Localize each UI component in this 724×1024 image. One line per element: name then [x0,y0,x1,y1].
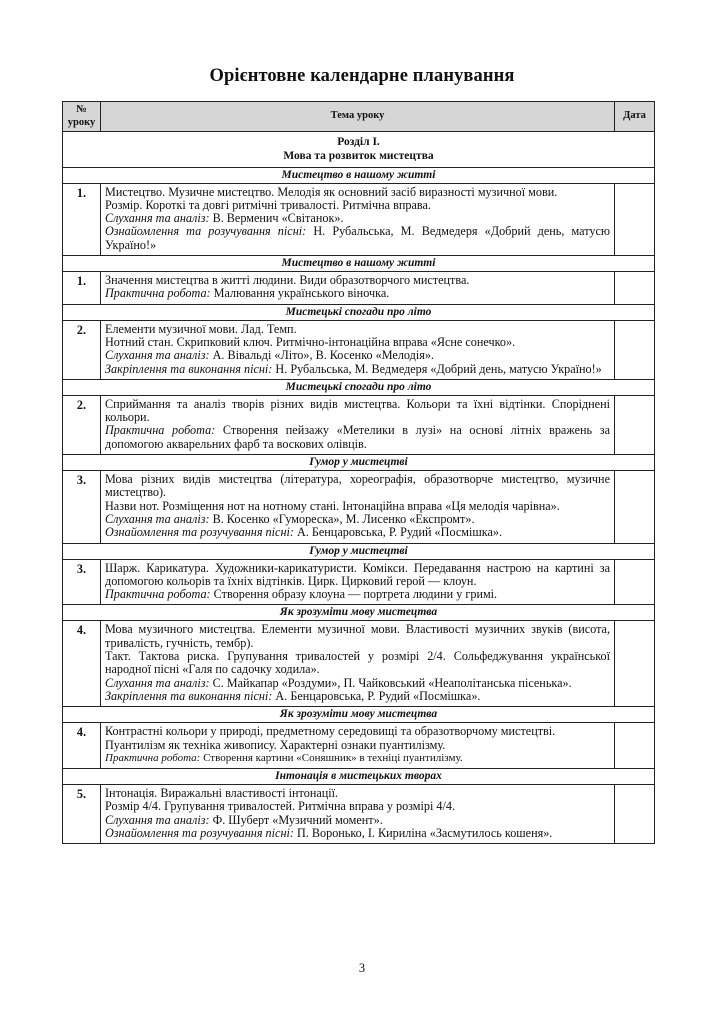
subsection-row [63,769,655,785]
subsection-title: Як зрозуміти мову мистецтва [63,605,655,621]
topic-line-text: Назви нот. Розміщення нот на нотному стані. Інтонаційна вправа «Ця мелодія чарівна». [105,498,560,513]
topic-line-label: Слухання та аналіз: [105,511,210,526]
lesson-date-cell [615,559,655,605]
table-body [63,132,655,844]
topic-line-text: Шарж. Карикатура. Художники-карикатуристи. Комікси. Передавання настрою на картині за допомогою кольорів та їхніх відтінків. Цирк. Цирковий герой — клоун. [105,560,610,588]
lesson-number: 1. [63,183,101,255]
topic-line [105,199,610,212]
topic-line-text: Такт. Тактова риска. Групування тривалостей у розмірі 2/4. Сольфеджування української народної пісні «Галя по садочку ходила». [105,649,610,677]
subsection-row [63,379,655,395]
lesson-row [63,272,655,305]
topic-line-label: Закріплення та виконання пісні: [105,688,273,703]
subsection-title: Мистецтво в нашому житті [63,256,655,272]
lesson-date-cell [615,471,655,543]
topic-line [105,323,610,336]
lesson-row [63,559,655,605]
lesson-date-cell [615,723,655,769]
lesson-row [63,320,655,379]
topic-line-label: Практична робота: [105,286,211,301]
lesson-topic [101,272,615,305]
topic-line [105,800,610,813]
subsection-title: Інтонація в мистецьких творах [63,769,655,785]
topic-line [105,690,610,703]
topic-line-text: А. Бенцаровська, Р. Рудий «Посмішка». [293,525,503,540]
lesson-number: 5. [63,785,101,844]
topic-line-text: Малювання українського віночка. [210,286,390,301]
topic-line [105,336,610,349]
topic-line [105,225,610,252]
topic-line [105,500,610,513]
topic-line-label: Практична робота: [105,423,216,438]
lesson-number: 1. [63,272,101,305]
lesson-date-cell [615,320,655,379]
subsection-row [63,304,655,320]
topic-line [105,473,610,500]
topic-line [105,787,610,800]
header-lesson-number: № уроку [63,102,101,132]
table-header-row [63,102,655,132]
lesson-date-cell [615,272,655,305]
topic-line [105,827,610,840]
topic-line-text: Мова різних видів мистецтва (література, хореографія, образотворче мистецтво, музичне мистецтво). [105,472,610,500]
subsection-row [63,707,655,723]
lesson-number: 3. [63,559,101,605]
lesson-topic [101,621,615,707]
topic-line-text: Пуантилізм як техніка живопису. Характерні ознаки пуантилізму. [105,737,446,752]
section-title [63,132,655,168]
topic-line-text: Створення образу клоуна — портрета людини у гримі. [210,587,498,602]
header-date: Дата [615,102,655,132]
topic-line [105,739,610,752]
subsection-title: Як зрозуміти мову мистецтва [63,707,655,723]
topic-line-text: Мова музичного мистецтва. Елементи музичної мови. Властивості музичних звуків (висота, тривалість, гучність, тембр). [105,622,610,650]
lesson-topic [101,183,615,255]
subsection-row [63,543,655,559]
topic-line [105,623,610,650]
topic-line-text: Значення мистецтва в житті людини. Види образотворчого мистецтва. [105,273,470,288]
topic-line-text: В. Косенко «Гумореска», М. Лисенко «Експромт». [209,511,475,526]
subsection-title: Мистецтво в нашому житті [63,167,655,183]
topic-line-text: А. Вівальді «Літо», В. Косенко «Мелодія». [209,348,434,363]
topic-line-text: С. Майкапар «Роздуми», П. Чайковський «Неаполітанська пісенька». [209,675,572,690]
topic-line [105,398,610,425]
lesson-row [63,471,655,543]
lesson-row [63,621,655,707]
subsection-title: Мистецькі спогади про літо [63,304,655,320]
topic-line-text: Розмір 4/4. Групування тривалостей. Ритмічна вправа у розмірі 4/4. [105,799,456,814]
topic-line [105,677,610,690]
topic-line-label: Слухання та аналіз: [105,211,210,226]
topic-line [105,212,610,225]
page-title: Орієнтовне календарне планування [209,66,515,86]
topic-line-text: Н. Рубальська, М. Ведмедеря «Добрий день, матусю Україно!» [272,361,602,376]
topic-line-text: Розмір. Короткі та довгі ритмічні тривалості. Ритмічна вправа. [105,197,431,212]
topic-line-text: В. Верменич «Світанок». [209,211,344,226]
lesson-row [63,785,655,844]
section-number: Розділ І. [337,136,380,148]
lesson-number: 2. [63,320,101,379]
topic-line-text: Інтонація. Виражальні властивості інтонації. [105,786,339,801]
section-name: Мова та розвиток мистецтва [283,149,434,162]
topic-line [105,650,610,677]
topic-line-label: Ознайомлення та розучування пісні: [105,224,307,239]
subsection-title: Мистецькі спогади про літо [63,379,655,395]
lesson-topic [101,471,615,543]
topic-line-text: Контрастні кольори у природі, предметному середовищі та образотворчому мистецтві. [105,724,556,739]
header-lesson-topic: Тема уроку [101,102,615,132]
topic-line [105,287,610,300]
lesson-topic [101,320,615,379]
subsection-row [63,167,655,183]
lesson-number: 4. [63,621,101,707]
topic-line [105,526,610,539]
lesson-number: 3. [63,471,101,543]
topic-line [105,186,610,199]
topic-line-label: Практична робота: [105,587,211,602]
topic-line-text: Сприймання та аналіз творів різних видів мистецтва. Кольори та їхні відтінки. Споріднені кольори. [105,396,610,425]
topic-line [105,349,610,362]
subsection-row [63,605,655,621]
subsection-row [63,455,655,471]
subsection-title: Гумор у мистецтві [63,455,655,471]
topic-line-text: Елементи музичної мови. Лад. Темп. [105,321,297,336]
topic-line-label: Слухання та аналіз: [105,348,210,363]
lesson-topic [101,723,615,769]
topic-line-text: Мистецтво. Музичне мистецтво. Мелодія як основний засіб виразності музичної мови. [105,184,558,199]
topic-line-text: П. Воронько, І. Кириліна «Засмутилось кошеня». [293,825,553,840]
topic-line-text: Нотний стан. Скрипковий ключ. Ритмічно-інтонаційна вправа «Ясне сонечко». [105,334,516,349]
subsection-title: Гумор у мистецтві [63,543,655,559]
lesson-number: 2. [63,395,101,454]
topic-line-text: Створення картини «Соняшник» в техніці пуантилізму. [200,751,463,764]
lesson-row [63,723,655,769]
topic-line [105,562,610,589]
section-row [63,132,655,168]
topic-line [105,363,610,376]
topic-line-label: Практична робота: [105,751,201,764]
lesson-topic [101,785,615,844]
lesson-topic [101,559,615,605]
lesson-date-cell [615,183,655,255]
lesson-date-cell [615,395,655,454]
lesson-row [63,395,655,454]
topic-line-text: А. Бенцаровська, Р. Рудий «Посмішка». [272,688,481,703]
topic-line [105,274,610,287]
topic-line [105,424,610,451]
topic-line [105,752,610,765]
lesson-number: 4. [63,723,101,769]
lesson-topic [101,395,615,454]
topic-line-label: Ознайомлення та розучування пісні: [105,825,294,840]
topic-line [105,588,610,601]
topic-line-label: Закріплення та виконання пісні: [105,361,273,376]
calendar-plan-table [62,101,655,844]
topic-line-label: Слухання та аналіз: [105,675,210,690]
topic-line-text: Н. Рубальська, М. Ведмедеря «Добрий день, матусю Україно!» [105,224,611,252]
lesson-date-cell [615,621,655,707]
topic-line-text: Ф. Шуберт «Музичний момент». [209,812,383,827]
topic-line [105,725,610,738]
lesson-row [63,183,655,255]
topic-line-label: Ознайомлення та розучування пісні: [105,525,294,540]
topic-line-text: Створення пейзажу «Метелики в лузі» на основі літніх вражень за допомогою акварельних фарб та воскових олівців. [105,423,610,451]
subsection-row [63,256,655,272]
lesson-date-cell [615,785,655,844]
topic-line [105,814,610,827]
page-number: 3 [358,961,366,975]
topic-line-label: Слухання та аналіз: [105,812,210,827]
topic-line [105,513,610,526]
